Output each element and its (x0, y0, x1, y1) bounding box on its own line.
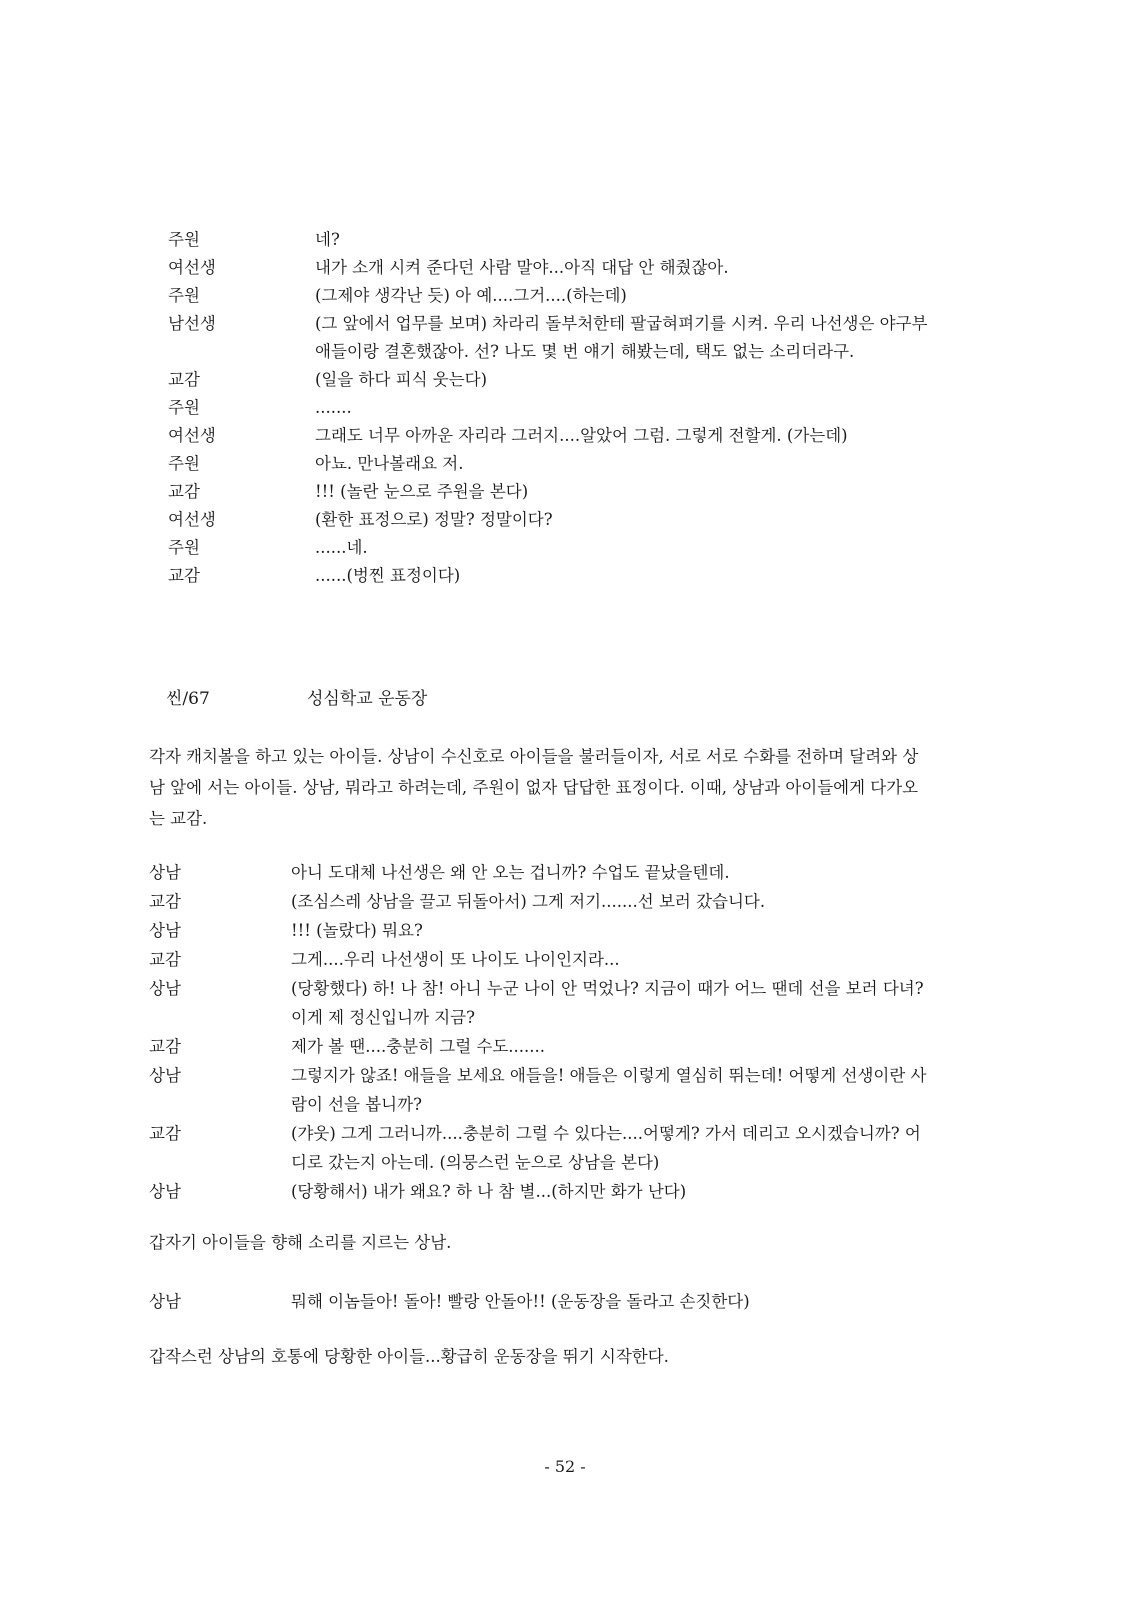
speaker-name: 상남 (149, 921, 181, 940)
dialogue-text: (그제야 생각난 듯) 아 예....그거....(하는데) (315, 286, 627, 305)
speaker-name: 교감 (168, 370, 200, 389)
dialogue-block-2 (149, 858, 929, 1206)
dialogue-text: !!! (놀랐다) 뭐요? (291, 921, 423, 940)
dialogue-line (149, 858, 929, 887)
speaker-name: 상남 (149, 979, 181, 998)
dialogue-line (149, 1061, 929, 1119)
speaker-name: 교감 (168, 566, 200, 585)
dialogue-text: (환한 표정으로) 정말? 정말이다? (315, 510, 553, 529)
dialogue-line (168, 562, 948, 590)
dialogue-text: ......네. (315, 538, 368, 557)
dialogue-line (149, 1032, 929, 1061)
speaker-name: 남선생 (168, 314, 216, 333)
scene-heading (166, 684, 427, 709)
dialogue-text: (조심스레 상남을 끌고 뒤돌아서) 그게 저기.......선 보러 갔습니다. (291, 892, 766, 911)
scene-description: 각자 캐치볼을 하고 있는 아이들. 상남이 수신호로 아이들을 불러들이자, 서로 서로 수화를 전하며 달려와 상남 앞에 서는 아이들. 상남, 뭐라고 하려는데, 주원이 없자 답답한 표정이다. 이때, 상남과 아이들에게 다가오는 교감. (149, 747, 919, 828)
dialogue-block-3 (149, 1288, 929, 1316)
dialogue-text: ......(벙찐 표정이다) (315, 566, 461, 585)
dialogue-line (149, 916, 929, 945)
speaker-name: 주원 (168, 454, 200, 473)
speaker-name: 교감 (168, 482, 200, 501)
dialogue-text: (일을 하다 피식 웃는다) (315, 370, 488, 389)
speaker-name: 상남 (149, 1182, 181, 1201)
speaker-name: 주원 (168, 286, 200, 305)
dialogue-line (149, 1177, 929, 1206)
speaker-name: 주원 (168, 538, 200, 557)
dialogue-line (149, 1288, 929, 1316)
dialogue-line (149, 945, 929, 974)
speaker-name: 교감 (149, 892, 181, 911)
speaker-name: 주원 (168, 398, 200, 417)
speaker-name: 상남 (149, 1292, 181, 1311)
dialogue-text: (당황했다) 하! 나 참! 아니 누군 나이 안 먹었나? 지금이 때가 어느 땐데 선을 보러 다녀? 이게 제 정신입니까 지금? (291, 979, 924, 1027)
speaker-name: 상남 (149, 1066, 181, 1085)
dialogue-text: 내가 소개 시켜 준다던 사람 말야...아직 대답 안 해줬잖아. (315, 258, 729, 277)
dialogue-text: 제가 볼 땐....충분히 그럴 수도....... (291, 1037, 546, 1056)
dialogue-line (168, 422, 948, 450)
page-number: - 52 - (544, 1457, 586, 1476)
speaker-name: 주원 (168, 230, 200, 249)
dialogue-line (168, 366, 948, 394)
speaker-name: 교감 (149, 1037, 181, 1056)
speaker-name: 교감 (149, 1124, 181, 1143)
dialogue-text: (갸웃) 그게 그러니까....충분히 그럴 수 있다는....어떻게? 가서 데리고 오시겠습니까? 어디로 갔는지 아는데. (의뭉스런 눈으로 상남을 본다) (291, 1124, 921, 1172)
scene-number: 씬/67 (166, 689, 210, 709)
dialogue-line (168, 282, 948, 310)
dialogue-text: (그 앞에서 업무를 보며) 차라리 돌부처한테 팔굽혀펴기를 시켜. 우리 나선생은 야구부 애들이랑 결혼했잖아. 선? 나도 몇 번 얘기 해봤는데, 택도 없는 소리더라구. (315, 314, 928, 361)
dialogue-line (168, 478, 948, 506)
dialogue-line (149, 974, 929, 1032)
dialogue-text: 뭐해 이놈들아! 돌아! 빨랑 안돌아!! (운동장을 돌라고 손짓한다) (291, 1292, 750, 1311)
dialogue-text: 그래도 너무 아까운 자리라 그러지....알았어 그럼. 그렇게 전할게. (가는데) (315, 426, 848, 445)
dialogue-line (168, 450, 948, 478)
speaker-name: 여선생 (168, 510, 216, 529)
dialogue-text: 아니 도대체 나선생은 왜 안 오는 겁니까? 수업도 끝났을텐데. (291, 863, 730, 882)
speaker-name: 상남 (149, 863, 181, 882)
dialogue-block-1 (168, 226, 948, 590)
action-line: 갑작스런 상남의 호통에 당황한 아이들...황급히 운동장을 뛰기 시작한다. (149, 1347, 669, 1366)
dialogue-line (168, 506, 948, 534)
dialogue-text: ....... (315, 398, 352, 417)
dialogue-line (168, 394, 948, 422)
action-line: 갑자기 아이들을 향해 소리를 지르는 상남. (149, 1233, 452, 1252)
dialogue-line (168, 226, 948, 254)
speaker-name: 여선생 (168, 426, 216, 445)
dialogue-text: (당황해서) 내가 왜요? 하 나 참 별...(하지만 화가 난다) (291, 1182, 687, 1201)
dialogue-line (149, 1119, 929, 1177)
dialogue-line (149, 887, 929, 916)
dialogue-text: !!! (놀란 눈으로 주원을 본다) (315, 482, 529, 501)
dialogue-line (168, 534, 948, 562)
dialogue-line (168, 310, 948, 366)
speaker-name: 교감 (149, 950, 181, 969)
dialogue-text: 아뇨. 만나볼래요 저. (315, 454, 464, 473)
dialogue-line (168, 254, 948, 282)
dialogue-text: 그게....우리 나선생이 또 나이도 나이인지라... (291, 950, 620, 969)
speaker-name: 여선생 (168, 258, 216, 277)
dialogue-text: 그렇지가 않죠! 애들을 보세요 애들을! 애들은 이렇게 열심히 뛰는데! 어떻게 선생이란 사람이 선을 봅니까? (291, 1066, 927, 1114)
dialogue-text: 네? (315, 230, 340, 249)
scene-location: 성심학교 운동장 (307, 689, 428, 709)
